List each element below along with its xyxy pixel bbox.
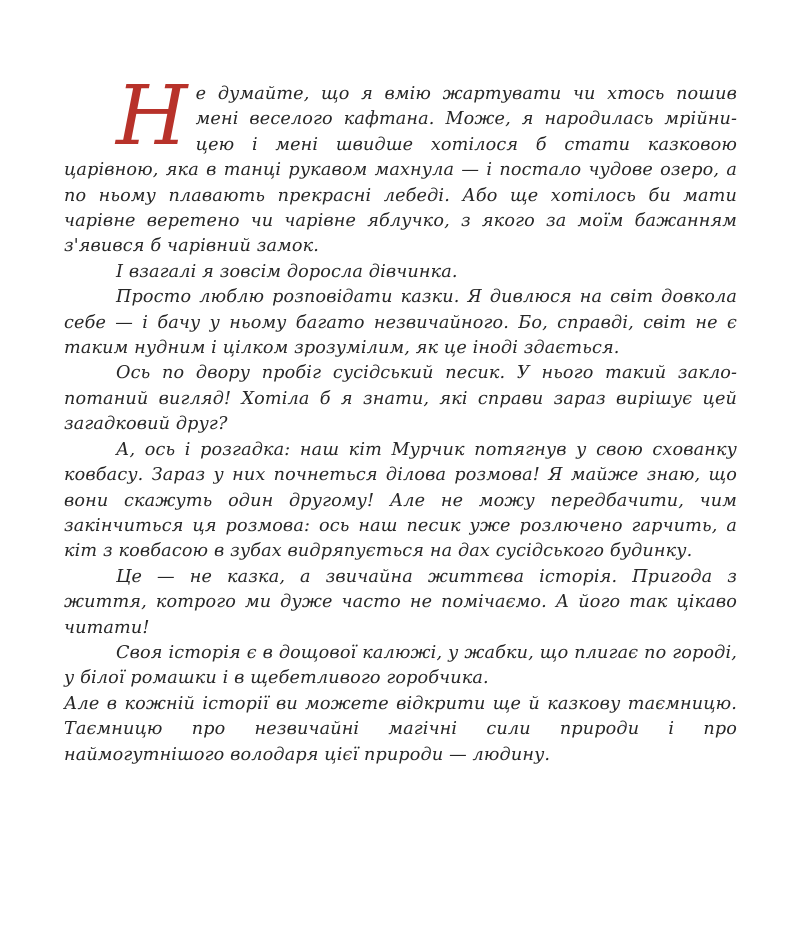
paragraph-1-text: е думайте, що я вмію жартувати чи хтось пошив мені веселого кафтана. Може, я народилась мрійницею і мені швидше хотілося б стати казковою царівною, яка в танці рукавом махнула — і постало чудове озеро, а по ньому плавають прекрасні лебеді. Або ще хотілось би мати чарівне веретено чи чарівне яблучко, з якого за моїм бажанням з'явився б чарівний замок.: [64, 84, 737, 257]
paragraph-7: Своя історія є в дощової калюжі, у жабки, що плигає по городі, у білої ромашки і в щебетливого горобчика.: [64, 642, 737, 689]
paragraph-2: І взагалі я зовсім доросла дівчинка.: [116, 261, 458, 282]
paragraph-5: А, ось і розгадка: наш кіт Мурчик потягнув у свою схованку ковбасу. Зараз у них почнеться ділова розмова! Я майже знаю, що вони скажуть один другому! Але не можу передбачити, чим закінчиться ця розмова: ось наш песик уже розлючено гарчить, а кіт з ковбасою в зубах видряпується на дах сусідського будинку.: [64, 439, 737, 562]
story-page: [64, 69, 737, 768]
paragraph-8: Але в кожній історії ви можете відкрити ще й казкову таємницю. Таємницю про незвичайні магічні сили природи і про наймогутнішого володаря цієї природи — людину.: [64, 693, 737, 765]
paragraph-3: Просто люблю розповідати казки. Я дивлюся на світ довкола себе — і бачу у ньому багато незвичайного. Бо, справді, світ не є таким нудним і цілком зрозумілим, як це іноді здається.: [64, 287, 737, 359]
paragraph-1: [64, 69, 737, 260]
paragraph-6: Це — не казка, а звичайна життєва історія. Пригода з життя, котрого ми дуже часто не помічаємо. А його так цікаво читати!: [64, 566, 737, 638]
paragraph-4: Ось по двору пробіг сусідський песик. У нього такий заклопотаний вигляд! Хотіла б я знати, які справи зараз вирішує цей загадковий друг?: [64, 363, 737, 435]
drop-cap: Н: [116, 69, 188, 164]
